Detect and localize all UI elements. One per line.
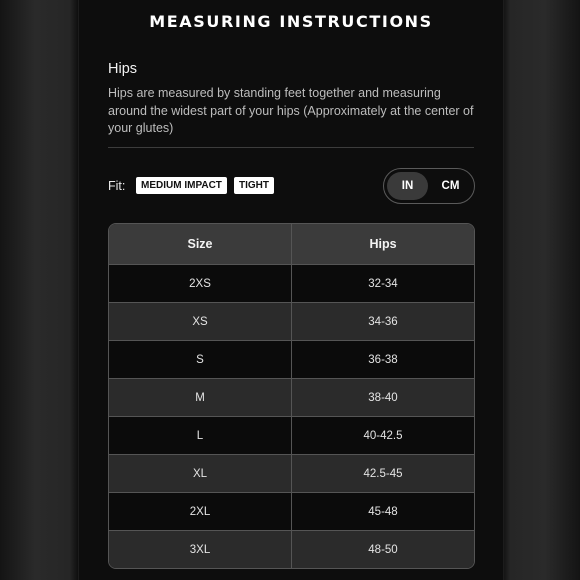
table-row xyxy=(109,302,474,340)
unit-option-cm[interactable]: CM xyxy=(441,180,460,192)
size-cell: S xyxy=(196,353,204,366)
hips-cell: 42.5-45 xyxy=(291,455,474,492)
page-title: MEASURING INSTRUCTIONS xyxy=(149,12,433,31)
size-cell: 2XS xyxy=(189,277,211,290)
size-table xyxy=(108,223,475,569)
hips-cell: 48-50 xyxy=(291,531,474,568)
size-cell: L xyxy=(196,429,204,442)
unit-option-in[interactable]: IN xyxy=(387,172,428,200)
hips-cell: 40-42.5 xyxy=(291,417,474,454)
size-cell: XL xyxy=(192,467,208,480)
table-row xyxy=(109,530,474,568)
table-header-hips: Hips xyxy=(291,224,474,264)
table-row xyxy=(109,264,474,302)
size-cell: M xyxy=(195,391,205,404)
measuring-instructions-panel xyxy=(78,0,504,580)
fit-badge-medium-impact: MEDIUM IMPACT xyxy=(136,177,227,194)
hips-cell: 32-34 xyxy=(291,265,474,302)
section-heading: Hips xyxy=(108,61,138,77)
hips-cell: 38-40 xyxy=(291,379,474,416)
table-row xyxy=(109,416,474,454)
table-row xyxy=(109,378,474,416)
table-row xyxy=(109,492,474,530)
section-description: Hips are measured by standing feet together and measuring around the widest part of your hips (Approximately at the center of your glutes) xyxy=(108,86,474,135)
fit-badge-tight: TIGHT xyxy=(234,177,274,194)
hips-cell: 45-48 xyxy=(291,493,474,530)
size-cell: 3XL xyxy=(189,543,211,556)
hips-cell: 34-36 xyxy=(291,303,474,340)
table-header-size: Size xyxy=(187,237,213,251)
size-cell: XS xyxy=(192,315,208,328)
hips-cell: 36-38 xyxy=(291,341,474,378)
divider xyxy=(108,147,474,148)
fit-label: Fit: xyxy=(108,179,126,193)
unit-toggle xyxy=(383,168,475,204)
table-header-row xyxy=(109,224,474,264)
table-row xyxy=(109,454,474,492)
table-row xyxy=(109,340,474,378)
size-cell: 2XL xyxy=(189,505,211,518)
